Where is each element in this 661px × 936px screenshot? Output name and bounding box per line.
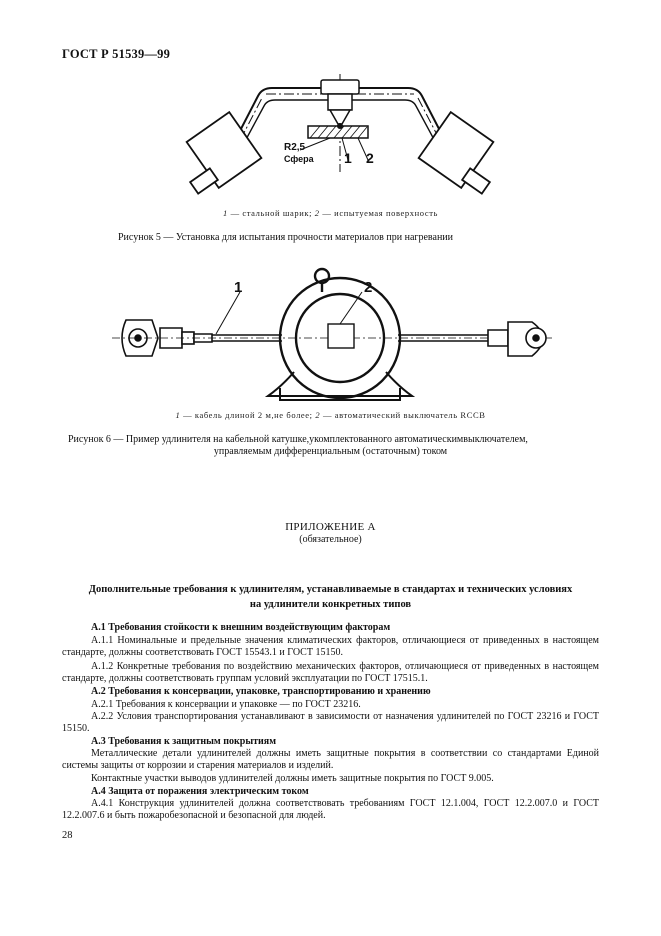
label-2: 2 <box>364 279 373 296</box>
section-a4-heading: А.4 Защита от поражения электрическим током <box>91 786 309 797</box>
figure-5-caption: Рисунок 5 — Установка для испытания прочности материалов при нагревании <box>118 232 454 243</box>
socket-right <box>488 322 546 356</box>
label-1: 1 <box>344 150 352 166</box>
appendix-subtitle: (обязательное) <box>299 534 362 545</box>
document-header: ГОСТ Р 51539—99 <box>62 47 171 61</box>
label-1: 1 <box>234 279 243 296</box>
figure-5-legend: 1 — стальной шарик; 2 — испытуемая поверхность <box>222 208 439 218</box>
figure-6-legend: 1 — кабель длиной 2 м,не более; 2 — автоматический выключатель RCCB <box>175 410 486 420</box>
figure-6-caption-line2: управляемым дифференциальным (остаточным) током <box>213 446 448 457</box>
appendix-heading <box>0 582 661 612</box>
figure-6-drawing <box>108 262 558 412</box>
appendix-heading-line2: на удлинители конкретных типов <box>249 599 412 610</box>
page-number: 28 <box>62 830 73 841</box>
paragraph-a2-1: А.2.1 Требования к консервации и упаковке — по ГОСТ 23216. <box>91 699 361 710</box>
paragraph-a2-2: А.2.2 Условия транспортирования устанавливают в зависимости от назначения удлинителей по ГОСТ 23216 и ГОСТ 15150. <box>62 711 599 734</box>
paragraph-a1-1: А.1.1 Номинальные и предельные значения климатических факторов, отличающиеся от приведенных в настоящем стандарте, должны соответствовать ГОСТ 15543.1 и ГОСТ 15150. <box>62 635 599 658</box>
paragraph-a3-2: Контактные участки выводов удлинителей должны иметь защитные покрытия по ГОСТ 9.005. <box>91 773 494 784</box>
rccb-switch <box>328 324 354 348</box>
label-2: 2 <box>366 150 374 166</box>
paragraph-a3-1: Металлические детали удлинителей должны иметь защитные покрытия в соответствии со стандартами Единой системы защиты от коррозии и старения материалов и изделий. <box>62 748 599 771</box>
label-sphere: Сфера <box>284 154 314 164</box>
section-a1-heading: А.1 Требования стойкости к внешним воздействующим факторам <box>91 622 391 633</box>
figure-6-caption-line1: Рисунок 6 — Пример удлинителя на кабельной катушке,укомплектованного автоматическимвыключателем, <box>68 434 528 445</box>
weight-left <box>187 112 262 193</box>
appendix-title: ПРИЛОЖЕНИЕ А <box>285 521 376 533</box>
paragraph-a1-2: А.1.2 Конкретные требования по воздействию механических факторов, отличающиеся от приведенных в настоящем стандарте, должны соответствовать группам условий эксплуатации по ГОСТ 17515.1. <box>62 661 599 684</box>
test-surface <box>308 123 368 138</box>
label-r: R2,5 <box>284 142 306 153</box>
weight-right <box>419 112 494 193</box>
paragraph-a4-1: А.4.1 Конструкция удлинителей должна соответствовать требованиям ГОСТ 12.1.004, ГОСТ 12.2.007.0 и ГОСТ 12.2.007.6 и быть пожаробезопасной и безопасной для людей. <box>62 798 599 821</box>
ball-holder <box>321 80 359 124</box>
section-a2-heading: А.2 Требования к консервации, упаковке, транспортированию и хранению <box>91 686 431 697</box>
appendix-heading-line1: Дополнительные требования к удлинителям, устанавливаемые в стандартах и технических условиях <box>88 584 573 595</box>
figure-5-drawing <box>180 70 500 210</box>
section-a3-heading: А.3 Требования к защитным покрытиям <box>91 736 277 747</box>
